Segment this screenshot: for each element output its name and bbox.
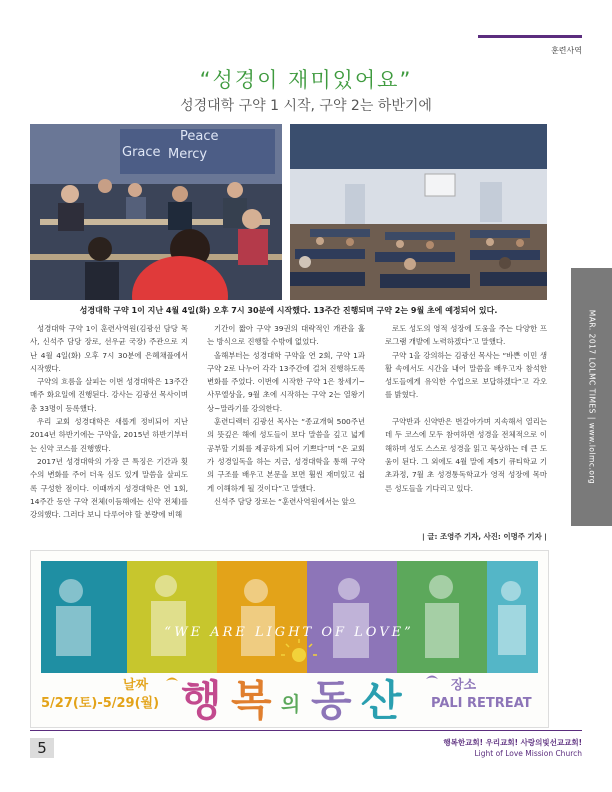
- bird-icon: [426, 676, 438, 680]
- title-char: 의: [281, 692, 301, 716]
- banner-slogan: “WE ARE LIGHT OF LOVE”: [164, 625, 414, 640]
- banner-word-grace: Grace: [122, 145, 161, 160]
- paragraph: 올해부터는 성경대학 구약을 연 2회, 구약 1과 구약 2로 나누어 각각 13주간에 걸쳐 진행하도록 변화를 주었다. 이번에 시작한 구약 1은 창세기~사무엘상을, 9월 초에 시작하는 구약 2는 열왕기상~말라기를 강의한다.: [207, 350, 365, 413]
- paragraph: 2017년 성경대학의 가장 큰 특징은 기간과 횟수의 변화를 주어 더욱 심도 있게 말씀을 살피도록 구성한 점이다. 이때까지 성경대학은 연 1회, 14주간 동안 구약 전체(이듬해에는 신약 전체)를 강의했다. 그러다 보니 다루어야 할 분량에 비해: [30, 456, 188, 520]
- retreat-banner: [30, 550, 549, 728]
- place-label: 장소: [451, 678, 477, 693]
- paragraph: 구약 1을 강의하는 김광선 목사는 “바쁜 이민 생활 속에서도 시간을 내어 말씀을 배우고자 참석한 성도들에게 유익한 수업으로 보답하겠다”고 각오를 밝혔다.: [385, 350, 547, 400]
- paragraph: 기간이 짧아 구약 39권의 대략적인 개관을 훑는 방식으로 진행할 수밖에 없었다.: [207, 324, 365, 347]
- footer-tagline: 행복한교회! 우리교회! 사랑의빛선교교회!: [443, 738, 582, 747]
- article-title: “성경이 재미있어요”: [199, 68, 413, 92]
- title-char: 행: [181, 676, 222, 725]
- bird-icon: [166, 678, 178, 682]
- side-band-text: MAR. 2017 LOLMC TIMES | www.lolmc.org: [587, 309, 597, 485]
- article-subtitle: 성경대학 구약 1 시작, 구약 2는 하반기에: [180, 98, 432, 114]
- date-label: 날짜: [123, 678, 149, 693]
- paragraph: 우리 교회 성경대학은 새롭게 정비되어 지난 2014년 하반기에는 구약을, 2015년 하반기부터는 신약 코스를 진행했다.: [30, 417, 188, 453]
- footer-rule: [30, 730, 582, 731]
- paragraph: 로도 성도의 영적 성장에 도움을 주는 다양한 프로그램 개발에 노력하겠다”고 말했다.: [385, 324, 547, 347]
- paragraph: 구약의 흐름을 살피는 이번 성경대학은 13주간 매주 화요일에 진행된다. 강사는 김광선 목사이며 총 33명이 등록했다.: [30, 377, 188, 413]
- banner-word-mercy: Mercy: [168, 147, 208, 162]
- place-value: PALI RETREAT: [431, 696, 532, 711]
- article-column-3: [385, 322, 547, 495]
- date-value: 5/27(토)-5/29(월): [41, 696, 160, 711]
- photo-caption: 성경대학 구약 1이 지난 4월 4일(화) 오후 7시 30분에 시작했다. 13주간 진행되며 구약 2는 9월 초에 예정되어 있다.: [79, 306, 498, 315]
- title-char: 복: [231, 676, 272, 725]
- paragraph: 훈련디렉터 김광선 목사는 “종교개혁 500주년의 뜻깊은 해에 성도들이 보다 말씀을 깊고 넓게 공부할 기회를 제공하게 되어 기쁘다”며 “온 교회가 성경일독을 하는 지금, 성경대학을 통해 구약의 구조를 배우고 본문을 보면 훨씬 재미있고 쉽게 이해하게 될 것이다”고 말했다.: [207, 417, 365, 493]
- paragraph: 구약반과 신약반은 번갈아가며 지속해서 열리는데 두 코스에 모두 참여하면 성경을 전체적으로 이해하며 성도 스스로 성경을 읽고 묵상하는 데 큰 도움이 된다. 그 외에도 4월 말에 제5기 큐티학교 기초과정, 7월 초 성경통독학교가 영적 성장에 목마른 성도들을 기다리고 있다.: [385, 417, 547, 493]
- title-char: 동: [311, 676, 352, 725]
- paragraph: 성경대학 구약 1이 훈련사역원(김광선 담당 목사, 신석주 담당 장로, 선우균 국장) 주관으로 지난 4월 4일(화) 오후 7시 30분에 은혜채플에서 시작했다.: [30, 324, 188, 373]
- footer-church-name: Light of Love Mission Church: [474, 749, 582, 758]
- article-column-2: [207, 322, 365, 508]
- article-column-1: [30, 322, 188, 521]
- page-number: 5: [30, 738, 54, 758]
- section-label: 훈련사역: [551, 46, 582, 55]
- header-accent-bar: [478, 35, 582, 38]
- banner-word-peace: Peace: [180, 129, 219, 144]
- paragraph-spacer: [385, 402, 547, 415]
- paragraph: 신석주 담당 장로는 “훈련사역원에서는 앞으: [214, 496, 356, 506]
- classroom-photo: [30, 124, 282, 300]
- article-byline: | 글: 조영주 기자, 사진: 이명주 기자 |: [422, 532, 547, 541]
- chapel-photo: [290, 124, 547, 300]
- title-char: 산: [361, 676, 402, 725]
